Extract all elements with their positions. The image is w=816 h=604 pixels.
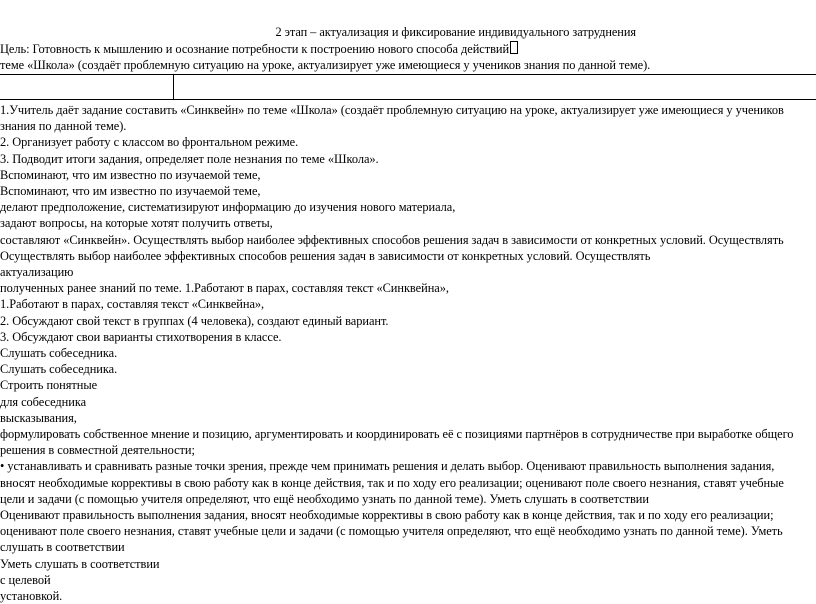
body-line: установкой. <box>0 589 63 603</box>
body-line: 1.Учитель даёт задание составить «Синквейн» по теме «Школа» (создаёт проблемную ситуацию на уроке, актуализирует уже имеющиеся у учеников <box>0 103 784 117</box>
body-line: Уметь слушать в соответствии <box>0 556 160 571</box>
body-line: цели и задачи (с помощью учителя определяют, что ещё необходимо узнать по данной теме). Уметь слушать в соответствии <box>0 491 649 506</box>
body-line: с целевой <box>0 572 51 587</box>
body-line: Вспоминают, что им известно по изучаемой теме, <box>0 167 261 182</box>
body-line: оценивают поле своего незнания, ставят учебные цели и задачи (с помощью учителя определяют, что ещё необходимо узнать по данной теме). Уметь <box>0 524 783 539</box>
body-line: Слушать собеседника. <box>0 362 118 377</box>
body-line: 2. Обсуждают свой текст в группах (4 человека), создают единый вариант. <box>0 313 389 328</box>
body-line: задают вопросы, на которые хотят получить ответы, <box>0 216 273 231</box>
goal-continuation: теме «Школа» (создаёт проблемную ситуацию на уроке, актуализирует уже имеющиеся у учеников знания по данной теме). <box>0 58 651 72</box>
body-line: 3. Обсуждают свои варианты стихотворения в классе. <box>0 329 282 344</box>
table-border-bottom <box>0 99 816 100</box>
body-line: Слушать собеседника. <box>0 346 118 360</box>
body-line: Строить понятные <box>0 378 98 393</box>
body-line: делают предположение, систематизируют информацию до изучения нового материала, <box>0 200 456 215</box>
body-line: слушать в соответствии <box>0 540 125 555</box>
body-line: решения в совместной деятельности; <box>0 443 195 458</box>
body-line: 3. Подводит итоги задания, определяет поле незнания по теме «Школа». <box>0 151 379 166</box>
table-border-top <box>0 74 816 75</box>
table-column-divider <box>173 74 174 99</box>
body-line: знания по данной теме). <box>0 119 127 134</box>
body-line: Вспоминают, что им известно по изучаемой теме, <box>0 184 261 198</box>
goal-line: Цель: Готовность к мышлению и осознание потребности к построению нового способа действий <box>0 41 518 57</box>
body-line: вносят необходимые коррективы в свою работу как в конце действия, так и по ходу его реализации; оценивают поле своего незнания, ставят учебные <box>0 475 784 490</box>
body-line: формулировать собственное мнение и позицию, аргументировать и координировать её с позициями партнёров в сотрудничестве при выработке общего <box>0 427 794 441</box>
stage-title: 2 этап – актуализация и фиксирование индивидуального затруднения <box>275 25 637 39</box>
body-line: актуализацию <box>0 265 74 279</box>
body-line: полученных ранее знаний по теме. 1.Работают в парах, составляя текст «Синквейна», <box>0 281 449 296</box>
body-line: Оценивают правильность выполнения задания, вносят необходимые коррективы в свою работу как в конце действия, так и по ходу его реализации; <box>0 508 774 522</box>
body-line: 1.Работают в парах, составляя текст «Синквейна», <box>0 297 265 312</box>
body-line: 2. Организует работу с классом во фронтальном режиме. <box>0 135 299 150</box>
body-line: высказывания, <box>0 410 77 425</box>
body-line: Осуществлять выбор наиболее эффективных способов решения задач в зависимости от конкретных условий. Осуществлять <box>0 248 651 263</box>
body-line: составляют «Синквейн». Осуществлять выбор наиболее эффективных способов решения задач в зависимости от конкретных условий. Осуществлять <box>0 232 784 247</box>
body-line: • устанавливать и сравнивать разные точки зрения, прежде чем принимать решения и делать выбор. Оценивают правильность выполнения задания, <box>0 459 775 474</box>
body-line: для собеседника <box>0 394 87 409</box>
